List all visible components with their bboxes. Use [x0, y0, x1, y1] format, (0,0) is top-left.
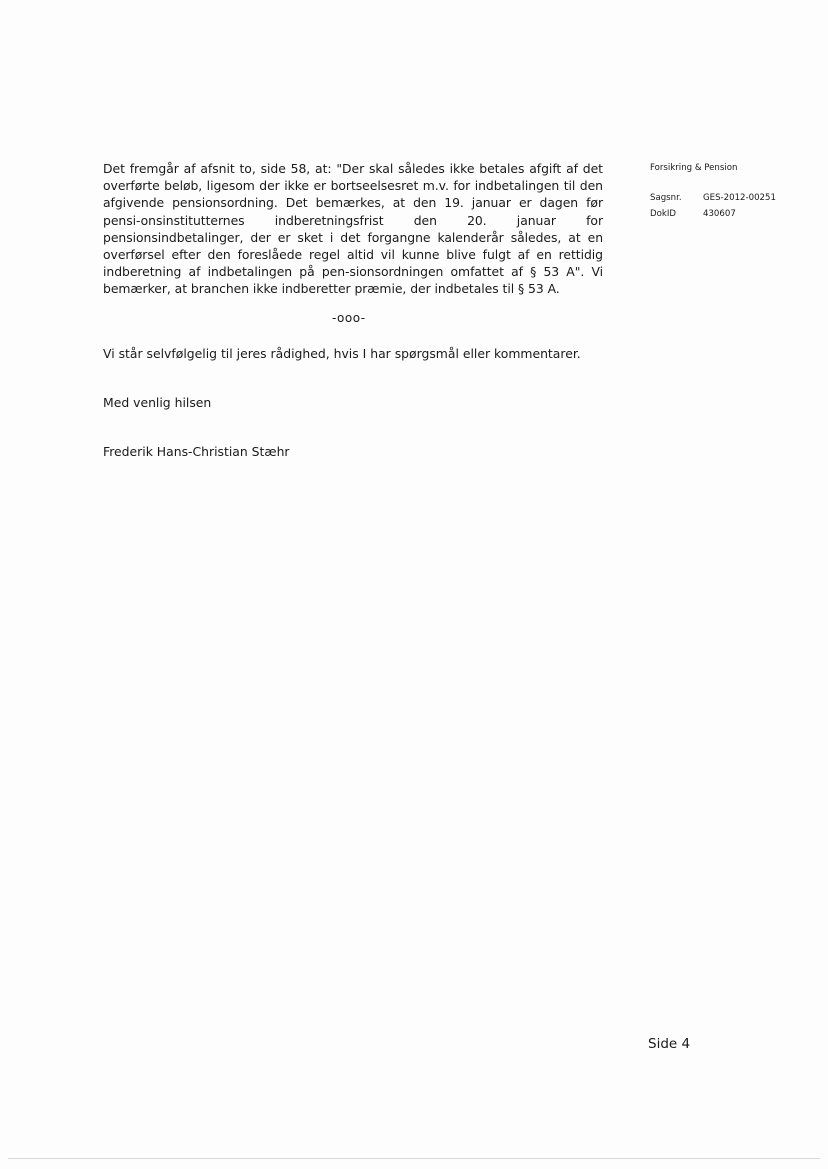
doc-id-label: DokID	[650, 209, 677, 219]
organization-name: Forsikring & Pension	[650, 163, 738, 173]
bottom-divider	[8, 1158, 820, 1159]
case-number-value: GES-2012-00251	[703, 193, 776, 203]
main-paragraph: Det fremgår af afsnit to, side 58, at: "Der skal således ikke betales afgift af det overførte beløb, ligesom der ikke er bortseelsesret m.v. for indbetalingen til den afgivende pensionsordning. Det bemærkes, at den 19. januar er dagen før pensi-onsinstitutternes indberetningsfrist den 20. januar for pensionsindbetalinger, der er sket i det forgangne kalenderår således, at en overførsel efter den foreslåede regel altid vil kunne blive fulgt af en rettidig indberetning af indbetalingen på pen-sionsordningen omfattet af § 53 A". Vi bemærker, at branchen ikke indberetter præmie, der indbetales til § 53 A.	[103, 161, 603, 297]
section-separator: -ooo-	[332, 311, 366, 325]
signature-name: Frederik Hans-Christian Stæhr	[103, 444, 290, 459]
closing-sentence: Vi står selvfølgelig til jeres rådighed, hvis I har spørgsmål eller kommentarer.	[103, 346, 581, 361]
body-text	[103, 160, 603, 298]
greeting: Med venlig hilsen	[103, 395, 212, 410]
doc-id-value: 430607	[703, 209, 736, 219]
case-number-row	[650, 190, 810, 206]
case-number-label: Sagsnr.	[650, 193, 682, 203]
doc-id-row	[650, 206, 810, 222]
page-number: Side 4	[648, 1036, 691, 1052]
sidebar-metadata	[650, 162, 810, 222]
